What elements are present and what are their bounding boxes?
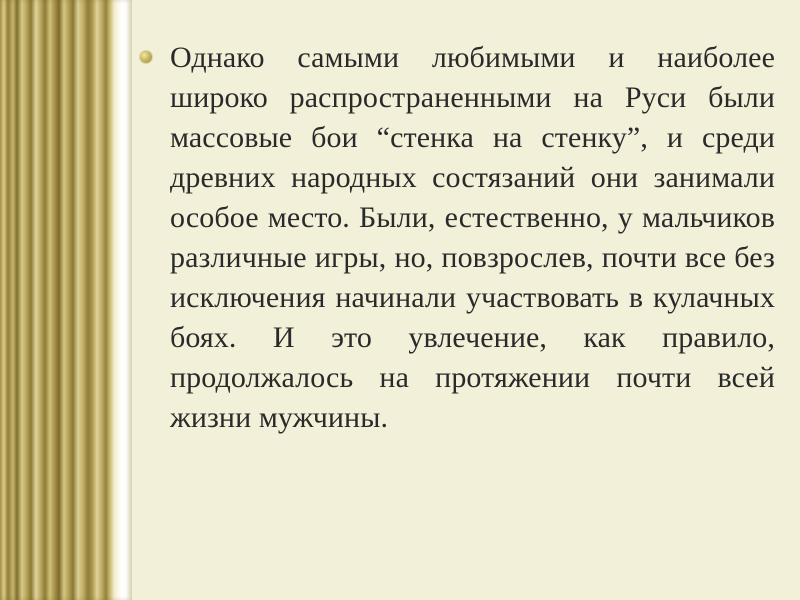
slide-content (140, 38, 775, 438)
bullet-text: Однако самыми любимыми и наиболее широко распространенными на Руси были массовые бои “стенка на стенку”, и среди древних народных состязаний они занимали особое место. Были, естественно, у мальчиков различные игры, но, повзрослев, почти все без исключения начинали участвовать в кулачных боях. И это увлечение, как правило, продолжалось на протяжении почти всей жизни мужчины. (170, 41, 775, 434)
decorative-curtain (0, 0, 132, 600)
bullet-item (140, 38, 775, 438)
bullet-icon (140, 51, 152, 63)
